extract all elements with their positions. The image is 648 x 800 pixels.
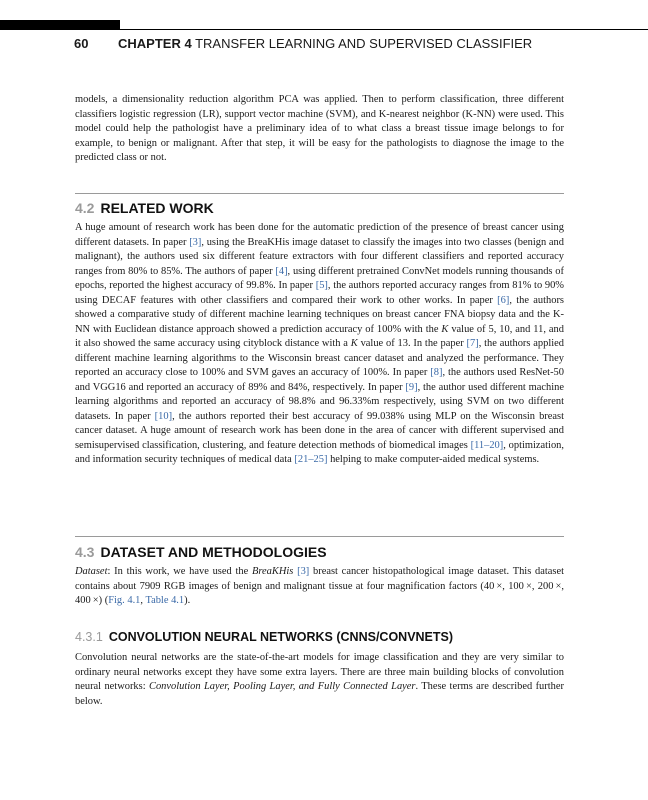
citation-link[interactable]: [8] — [430, 367, 443, 378]
dataset-paragraph: Dataset: In this work, we have used the BreaKHis [3] breast cancer histopathological image dataset. This dataset contains about 7909 RGB images of benign and malignant tissue at four magnification factors (40 ×, 100 ×, 200 ×, 400 ×) (Fig. 4.1, Table 4.1). — [75, 566, 564, 606]
chapter-label: CHAPTER 4 — [118, 36, 192, 51]
table-link[interactable]: Table 4.1 — [145, 595, 185, 606]
cnn-block — [75, 651, 564, 709]
header-rule — [120, 29, 648, 30]
citation-link[interactable]: [3] — [297, 566, 310, 577]
section-title: DATASET AND METHODOLOGIES — [100, 544, 327, 560]
dataset-block — [75, 565, 564, 609]
subsection-title: CONVOLUTION NEURAL NETWORKS (CNNS/CONVNETS) — [108, 630, 454, 644]
section-heading-dataset — [75, 544, 327, 560]
subsection-heading-cnn — [75, 630, 453, 644]
section-rule-related-work — [75, 193, 564, 194]
subsection-number: 4.3.1 — [75, 630, 103, 644]
citation-link[interactable]: [7] — [466, 338, 479, 349]
chapter-title: TRANSFER LEARNING AND SUPERVISED CLASSIFIER — [195, 36, 533, 51]
intro-paragraph: models, a dimensionality reduction algorithm PCA was applied. Then to perform classification, three different classifiers logistic regression (LR), support vector machine (SVM), and K-nearest neighbor (K-NN) were used. This model could help the pathologist have a preliminary idea of to what class a breast tissue image belongs to for example, to benign or malignant. After that step, it will be easy for the pathologists to diagnose the image to the predicted class or not. — [75, 94, 564, 163]
section-heading-related-work — [75, 200, 214, 216]
citation-link[interactable]: [5] — [315, 280, 328, 291]
related-work-block — [75, 221, 564, 468]
running-head — [74, 36, 532, 51]
citation-link[interactable]: [6] — [497, 294, 510, 306]
citation-link[interactable]: [21–25] — [294, 454, 328, 465]
section-number: 4.3 — [75, 544, 95, 560]
citation-link[interactable]: [3] — [189, 236, 202, 248]
citation-link[interactable]: [4] — [275, 265, 288, 277]
figure-link[interactable]: Fig. 4.1 — [108, 595, 141, 606]
page-number: 60 — [74, 36, 89, 51]
related-work-paragraph: A huge amount of research work has been done for the automatic prediction of the presence of breast cancer using different datasets. In paper [3], using the BreaKHis image dataset to classify the images into two classes (benign and malignant), the authors used six different feature extractors with four different classifiers and reported accuracy ranges from 80% to 85%. The authors of paper [4], using different pretrained ConvNet models running thousands of epochs, reported the highest accuracy of 99.8%. In paper [5], the authors reported accuracy ranges from 81% to 90% using DECAF features with other classifiers and compared their work to other works. In paper [6], the authors showed a comparative study of different machine learning techniques on breast cancer FNA biopsy data and the K-NN with Euclidean distance approach showed a prediction accuracy of 100% with the K value of 5, 10, and 11, and it also showed the same accuracy using cityblock distance with a K value of 13. In the paper [7], the authors applied different machine learning algorithms to the Wisconsin breast cancer dataset and analyzed the performance. They reported an accuracy close to 100% and SVM gaves an accuracy of 100%. In paper [8], the authors used ResNet-50 and VGG16 and reported an accuracy of 89% and 84%, respectively. In paper [9], the author used different machine learning algorithms and reported an accuracy of 98.8% and 96.33%m respectively, using SVM on two different datasets. In paper [10], the authors reported their best accuracy of 99.038% using MLP on the Wisconsin breast cancer dataset. A huge amount of research work has been done in the area of cancer with different supervised and semisupervised classification, clustering, and feature detection methods of biomedical images [11–20], optimization, and information security techniques of medical data [21–25] helping to make computer-aided medical systems. — [75, 222, 565, 465]
section-rule-dataset — [75, 536, 564, 537]
section-number: 4.2 — [75, 200, 95, 216]
section-title: RELATED WORK — [100, 200, 214, 216]
citation-link[interactable]: [9] — [405, 381, 418, 393]
citation-link[interactable]: [10] — [154, 410, 173, 422]
intro-block — [75, 93, 564, 166]
citation-link[interactable]: [11–20] — [470, 439, 504, 451]
header-black-bar — [0, 20, 120, 30]
cnn-paragraph: Convolution neural networks are the state-of-the-art models for image classification and they are very similar to ordinary neural networks except they have some extra layers. There are three main building blocks of convolution neural networks: Convolution Layer, Pooling Layer, and Fully Connected Layer. These terms are described further below. — [75, 652, 564, 707]
